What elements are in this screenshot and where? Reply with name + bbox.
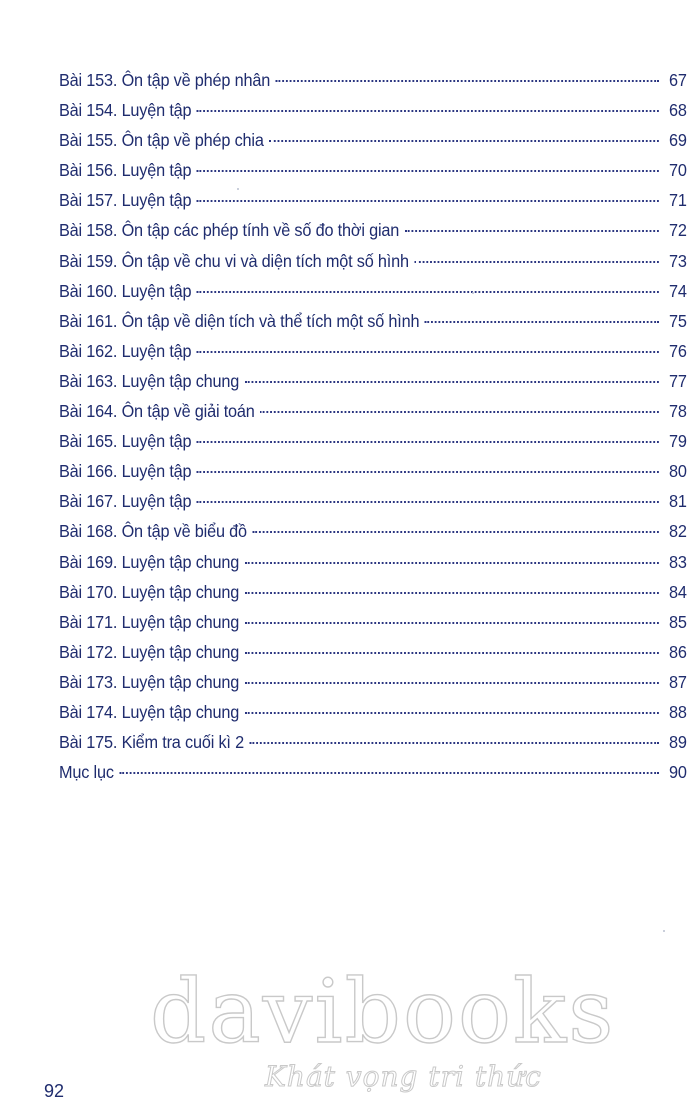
toc-entry [59,130,687,160]
toc-entry [59,281,687,311]
toc-dot-leader [197,110,659,112]
toc-entry-title: Bài 174. Luyện tập chung [59,701,240,722]
toc-entry-page: 68 [669,100,687,121]
toc-entry [59,491,687,521]
toc-dot-leader [245,652,659,654]
toc-entry-title: Bài 159. Ôn tập về chu vi và diện tích một số hình [59,250,409,271]
toc-entry-title: Bài 156. Luyện tập [59,160,192,181]
toc-entry-title: Bài 155. Ôn tập về phép chia [59,130,264,151]
toc-entry-title: Bài 173. Luyện tập chung [59,671,240,692]
toc-entry-page: 67 [669,70,687,90]
toc-entry-title: Bài 163. Luyện tập chung [59,370,240,391]
toc-entry-title: Bài 157. Luyện tập [59,190,192,211]
toc-entry [59,190,687,220]
toc-dot-leader [197,200,659,202]
toc-entry [59,612,687,642]
toc-entry-title: Bài 153. Ôn tập về phép nhân [59,70,271,90]
toc-dot-leader [245,381,659,383]
toc-entry [59,431,687,461]
toc-entry-page: 85 [669,611,687,632]
toc-entry-title: Bài 161. Ôn tập về diện tích và thể tích một số hình [59,310,420,331]
toc-dot-leader [425,321,659,323]
scan-speck [663,930,665,932]
toc-entry-title: Bài 154. Luyện tập [59,100,192,121]
toc-entry-page: 74 [669,280,687,301]
toc-entry [59,521,687,551]
toc-entry-page: 69 [669,130,687,151]
scan-speck [472,292,474,294]
toc-entry [59,311,687,341]
toc-entry [59,401,687,431]
toc-entry [59,160,687,190]
toc-entry-page: 83 [669,551,687,572]
toc-dot-leader [405,230,659,232]
toc-entry-page: 87 [669,671,687,692]
toc-entry-page: 82 [669,521,687,542]
toc-entry-title: Bài 167. Luyện tập [59,491,192,512]
toc-dot-leader [414,261,658,263]
toc-entry-title: Bài 158. Ôn tập các phép tính về số đo thời gian [59,220,400,241]
toc-entry-title: Bài 175. Kiểm tra cuối kì 2 [59,732,244,753]
toc-dot-leader [197,501,659,503]
toc-dot-leader [197,351,659,353]
toc-entry-page: 84 [669,581,687,602]
toc-entry-page: 80 [669,461,687,482]
toc-entry-title: Bài 165. Luyện tập [59,431,192,452]
toc-entry [59,371,687,401]
toc-entry [59,461,687,491]
toc-entry-page: 86 [669,641,687,662]
toc-dot-leader [269,140,659,142]
toc-dot-leader [250,742,659,744]
toc-dot-leader [252,531,658,533]
toc-dot-leader [197,471,659,473]
toc-entry-page: 78 [669,401,687,422]
toc-dot-leader [197,441,659,443]
toc-entry [59,642,687,672]
toc-entry-page: 79 [669,431,687,452]
toc-entry-page: 70 [669,160,687,181]
toc-entry [59,220,687,250]
toc-dot-leader [260,411,659,413]
toc-entry-page: 90 [669,762,687,783]
toc-entry [59,702,687,732]
toc-entry-page: 77 [669,370,687,391]
toc-entry [59,552,687,582]
toc-entry-page: 76 [669,340,687,361]
table-of-contents [59,70,687,792]
toc-entry [59,70,687,100]
toc-entry [59,732,687,762]
toc-entry [59,762,687,792]
toc-dot-leader [276,80,659,82]
toc-entry-title: Bài 171. Luyện tập chung [59,611,240,632]
toc-entry [59,100,687,130]
toc-entry-page: 88 [669,701,687,722]
toc-entry [59,582,687,612]
toc-dot-leader [245,622,659,624]
scan-speck [237,188,239,190]
toc-entry-title: Mục lục [59,762,114,783]
toc-dot-leader [197,291,659,293]
toc-entry-page: 71 [669,190,687,211]
toc-dot-leader [245,562,659,564]
toc-entry [59,251,687,281]
toc-entry-title: Bài 172. Luyện tập chung [59,641,240,662]
toc-entry-title: Bài 164. Ôn tập về giải toán [59,401,255,422]
toc-entry [59,672,687,702]
toc-entry-title: Bài 170. Luyện tập chung [59,581,240,602]
toc-entry-title: Bài 166. Luyện tập [59,461,192,482]
toc-entry-title: Bài 160. Luyện tập [59,280,192,301]
toc-entry-title: Bài 168. Ôn tập về biểu đồ [59,521,247,542]
toc-entry-page: 72 [669,220,687,241]
toc-dot-leader [245,592,659,594]
toc-entry-title: Bài 169. Luyện tập chung [59,551,240,572]
toc-entry [59,341,687,371]
toc-entry-title: Bài 162. Luyện tập [59,340,192,361]
toc-dot-leader [119,772,658,774]
toc-dot-leader [197,170,659,172]
watermark-logo: davibooks [150,960,616,1063]
toc-entry-page: 81 [669,491,687,512]
page-number: 92 [44,1081,65,1101]
toc-entry-page: 89 [669,732,687,753]
toc-entry-page: 75 [669,310,687,331]
toc-entry-page: 73 [669,250,687,271]
toc-dot-leader [245,712,659,714]
watermark-tagline: Khát vọng tri thức [265,1060,542,1093]
toc-dot-leader [245,682,659,684]
